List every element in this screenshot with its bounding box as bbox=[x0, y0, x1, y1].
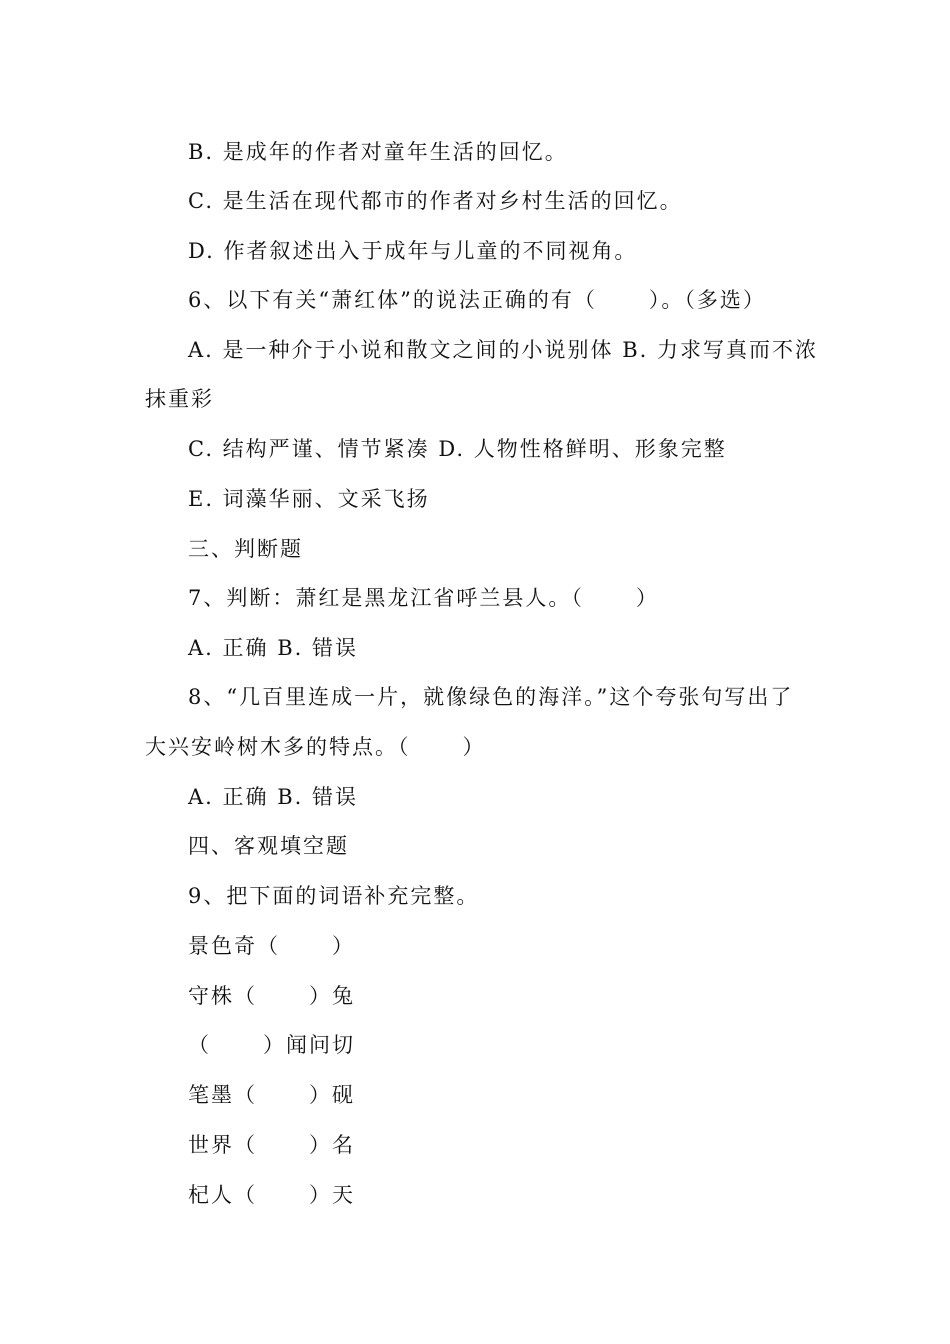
question-6-option-e: E. 词藻华丽、文采飞扬 bbox=[188, 487, 430, 511]
option-b-childhood-memory: B. 是成年的作者对童年生活的回忆。 bbox=[188, 140, 568, 164]
idiom-item-6: 杞人（ ）天 bbox=[188, 1183, 356, 1207]
section-heading-fill-in: 四、客观填空题 bbox=[188, 834, 349, 858]
question-7: 7、判断：萧红是黑龙江省呼兰县人。（ ） bbox=[188, 586, 659, 610]
idiom-item-5: 世界（ ）名 bbox=[188, 1133, 356, 1157]
idiom-item-3: （ ）闻问切 bbox=[188, 1033, 356, 1057]
question-6: 6、以下有关“萧红体”的说法正确的有（ ）。（多选） bbox=[188, 288, 766, 312]
question-8-continued: 大兴安岭树木多的特点。（ ） bbox=[145, 735, 486, 759]
section-heading-true-false: 三、判断题 bbox=[188, 537, 303, 561]
idiom-item-4: 笔墨（ ）砚 bbox=[188, 1083, 356, 1107]
idiom-item-2: 守株（ ）兔 bbox=[188, 984, 356, 1008]
question-6-options-ab-continued: 抹重彩 bbox=[145, 387, 214, 411]
question-6-options-cd: C. 结构严谨、情节紧凑 D. 人物性格鲜明、形象完整 bbox=[188, 437, 727, 461]
question-6-options-ab: A. 是一种介于小说和散文之间的小说别体 B. 力求写真而不浓 bbox=[188, 338, 818, 362]
option-d-perspective: D. 作者叙述出入于成年与儿童的不同视角。 bbox=[188, 239, 638, 263]
question-8-options: A. 正确 B. 错误 bbox=[188, 785, 358, 809]
option-c-rural-memory: C. 是生活在现代都市的作者对乡村生活的回忆。 bbox=[188, 189, 683, 213]
idiom-item-1: 景色奇（ ） bbox=[188, 934, 356, 958]
question-8: 8、“几百里连成一片，就像绿色的海洋。”这个夸张句写出了 bbox=[188, 685, 794, 709]
question-9: 9、把下面的词语补充完整。 bbox=[188, 884, 480, 908]
question-7-options: A. 正确 B. 错误 bbox=[188, 636, 358, 660]
